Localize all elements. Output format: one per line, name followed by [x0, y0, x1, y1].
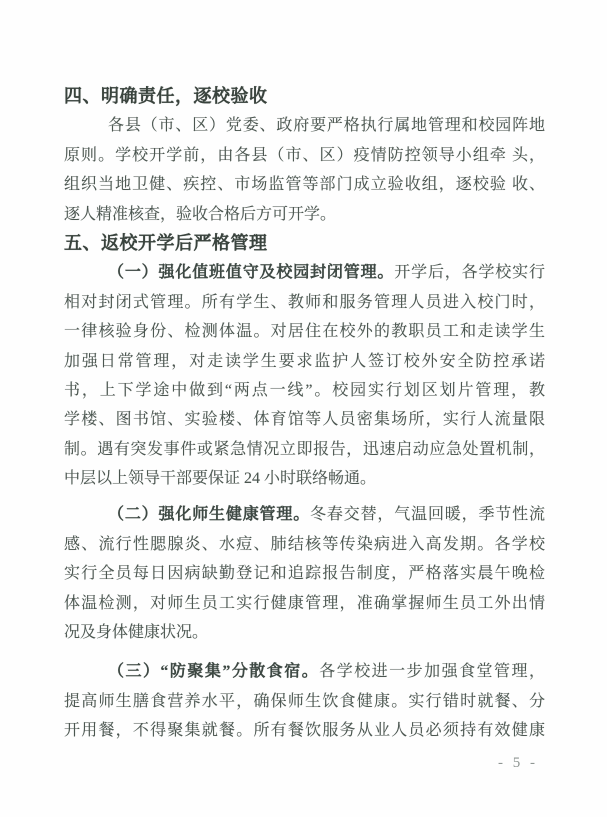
document-text-block — [64, 82, 545, 746]
section-heading-5: 五、返校开学后严格管理 — [64, 232, 268, 253]
text-line: 各县（市、区）党委、政府要严格执行属地管理和校园阵地 — [108, 117, 545, 135]
text-line: 逐人精准核查，验收合格后方可开学。 — [64, 205, 337, 223]
text-line: 实行全员每日因病缺勤登记和追踪报告制度，严格落实晨午晚检 — [64, 565, 545, 583]
text-line: 组织当地卫健、疾控、市场监管等部门成立验收组，逐校验 收、 — [64, 176, 545, 194]
text-line: 一律核验身份、检测体温。对居住在校外的教职员工和走读学生 — [64, 323, 545, 341]
text-line: 书，上下学途中做到“两点一线”。校园实行划区划片管理，教 — [64, 381, 545, 399]
text-line-item1-first — [64, 258, 545, 287]
item2-bold-lead: （二）强化师生健康管理。 — [108, 506, 311, 524]
text-line: 相对封闭式管理。所有学生、教师和服务管理人员进入校门时， — [64, 293, 545, 311]
text-line: 感、流行性腮腺炎、水痘、肺结核等传染病进入高发期。各学校 — [64, 535, 545, 553]
item1-first-rest: 开学后，各学校实行 — [394, 264, 545, 282]
text-line: 提高师生膳食营养水平，确保师生饮食健康。实行错时就餐、分 — [64, 692, 545, 710]
text-line: 体温检测，对师生员工实行健康管理，准确掌握师生员工外出情 — [64, 594, 545, 612]
item2-first-rest: 冬春交替，气温回暖，季节性流 — [310, 506, 545, 524]
item3-bold-lead: （三）“防聚集”分散食宿。 — [108, 663, 320, 681]
page-number: - 5 - — [498, 755, 538, 771]
text-line-item3-first — [64, 657, 545, 686]
text-line: 况及身体健康状况。 — [64, 624, 209, 642]
item1-bold-lead: （一）强化值班值守及校园封闭管理。 — [108, 264, 395, 282]
text-line-item2-first — [64, 500, 545, 529]
text-line: 制。遇有突发事件或紧急情况立即报告，迅速启动应急处置机制， — [64, 440, 545, 458]
text-line: 原则。学校开学前，由各县（市、区）疫情防控领导小组牵 头， — [64, 146, 545, 164]
section-heading-4: 四、明确责任，逐校验收 — [64, 86, 268, 106]
text-line: 开用餐，不得聚集就餐。所有餐饮服务从业人员必须持有效健康 — [64, 722, 545, 740]
text-line: 中层以上领导干部要保证 24 小时联络畅通。 — [64, 470, 377, 488]
text-line: 学楼、图书馆、实验楼、体育馆等人员密集场所，实行人流量限 — [64, 411, 545, 429]
text-line: 加强日常管理，对走读学生要求监护人签订校外安全防控承诺 — [64, 352, 545, 370]
item3-first-rest: 各学校进一步加强食堂管理， — [319, 663, 545, 681]
